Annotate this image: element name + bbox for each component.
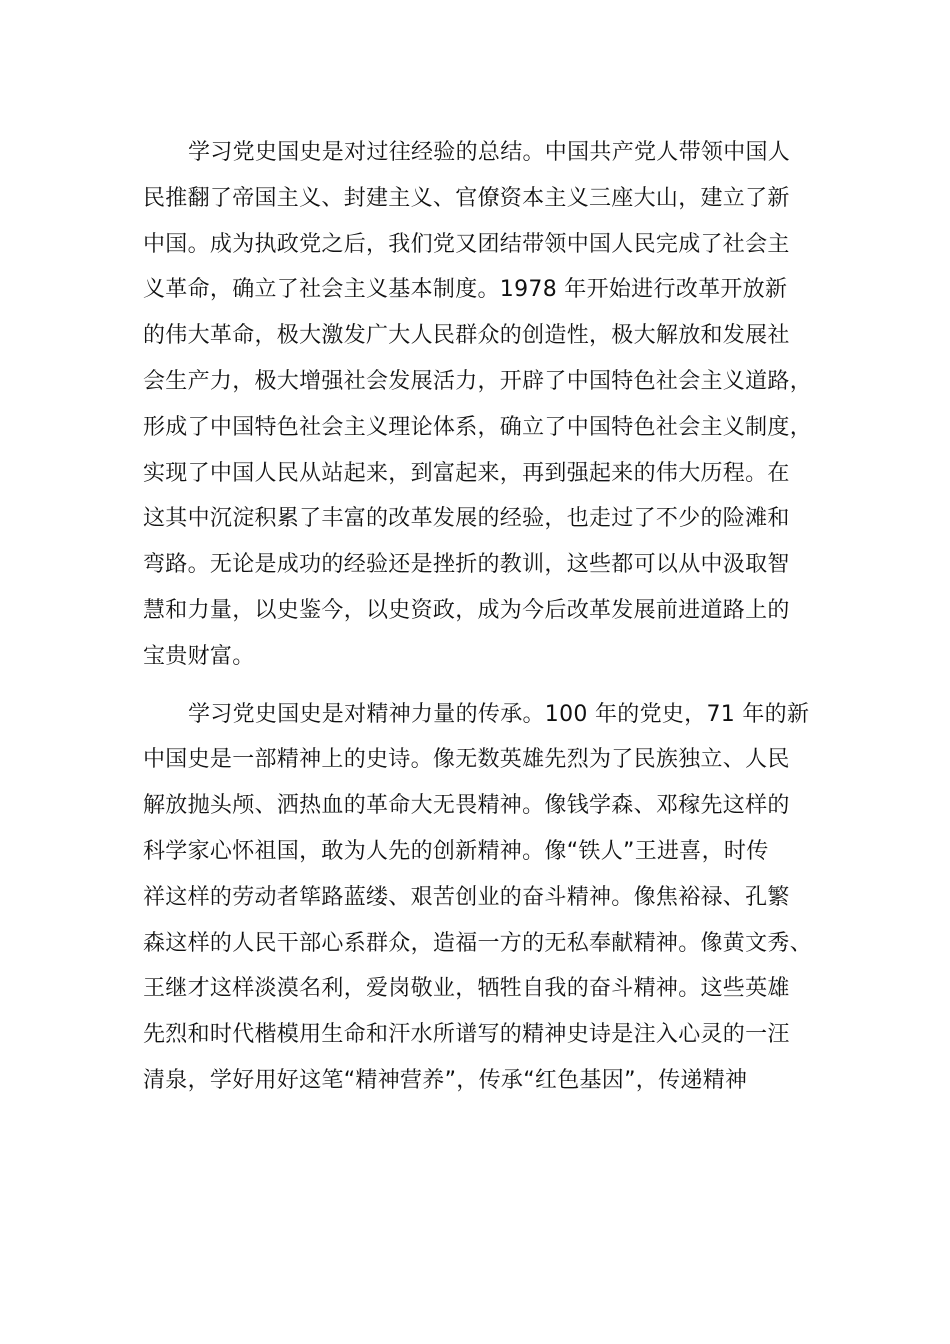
paragraph-line: 弯路。无论是成功的经验还是挫折的教训，这些都可以从中汲取智 — [143, 552, 790, 578]
paragraph-line: 学习党史国史是对精神力量的传承。100 年的党史，71 年的新 — [188, 701, 810, 727]
paragraph-line: 形成了中国特色社会主义理论体系，确立了中国特色社会主义制度， — [143, 414, 813, 440]
paragraph-line: 解放抛头颅、洒热血的革命大无畏精神。像钱学森、邓稼先这样的 — [143, 793, 790, 819]
paragraph-line: 王继才这样淡漠名利，爱岗敬业，牺牲自我的奋斗精神。这些英雄 — [143, 976, 790, 1002]
paragraph-line: 学习党史国史是对过往经验的总结。中国共产党人带领中国人 — [188, 140, 791, 165]
paragraph-line: 先烈和时代楷模用生命和汗水所谱写的精神史诗是注入心灵的一汪 — [143, 1022, 790, 1048]
paragraph-line: 慧和力量，以史鉴今，以史资政，成为今后改革发展前进道路上的 — [143, 597, 790, 623]
paragraph-2 — [143, 692, 811, 1104]
paragraph-line: 中国。成为执政党之后，我们党又团结带领中国人民完成了社会主 — [143, 231, 790, 257]
paragraph-line: 科学家心怀祖国，敢为人先的创新精神。像“铁人”王进喜，时传 — [143, 838, 769, 864]
paragraph-spacer — [143, 680, 811, 692]
paragraph-line: 祥这样的劳动者筚路蓝缕、艰苦创业的奋斗精神。像焦裕禄、孔繁 — [143, 884, 790, 910]
paragraph-line: 民推翻了帝国主义、封建主义、官僚资本主义三座大山，建立了新 — [143, 185, 790, 211]
paragraph-line: 森这样的人民干部心系群众，造福一方的无私奉献精神。像黄文秀、 — [143, 930, 813, 956]
paragraph-line: 这其中沉淀积累了丰富的改革发展的经验，也走过了不少的险滩和 — [143, 506, 790, 532]
paragraph-line: 宝贵财富。 — [143, 643, 255, 669]
paragraph-1 — [143, 130, 811, 680]
paragraph-line: 的伟大革命，极大激发广大人民群众的创造性，极大解放和发展社 — [143, 323, 790, 349]
paragraph-line: 中国史是一部精神上的史诗。像无数英雄先烈为了民族独立、人民 — [143, 747, 790, 773]
paragraph-line: 清泉，学好用好这笔“精神营养”，传承“红色基因”，传递精神 — [143, 1067, 748, 1093]
paragraph-line: 实现了中国人民从站起来，到富起来，再到强起来的伟大历程。在 — [143, 460, 790, 486]
paragraph-line: 会生产力，极大增强社会发展活力，开辟了中国特色社会主义道路， — [143, 368, 813, 394]
paragraph-line: 义革命，确立了社会主义基本制度。1978 年开始进行改革开放新 — [143, 277, 788, 303]
document-body — [143, 130, 811, 1104]
